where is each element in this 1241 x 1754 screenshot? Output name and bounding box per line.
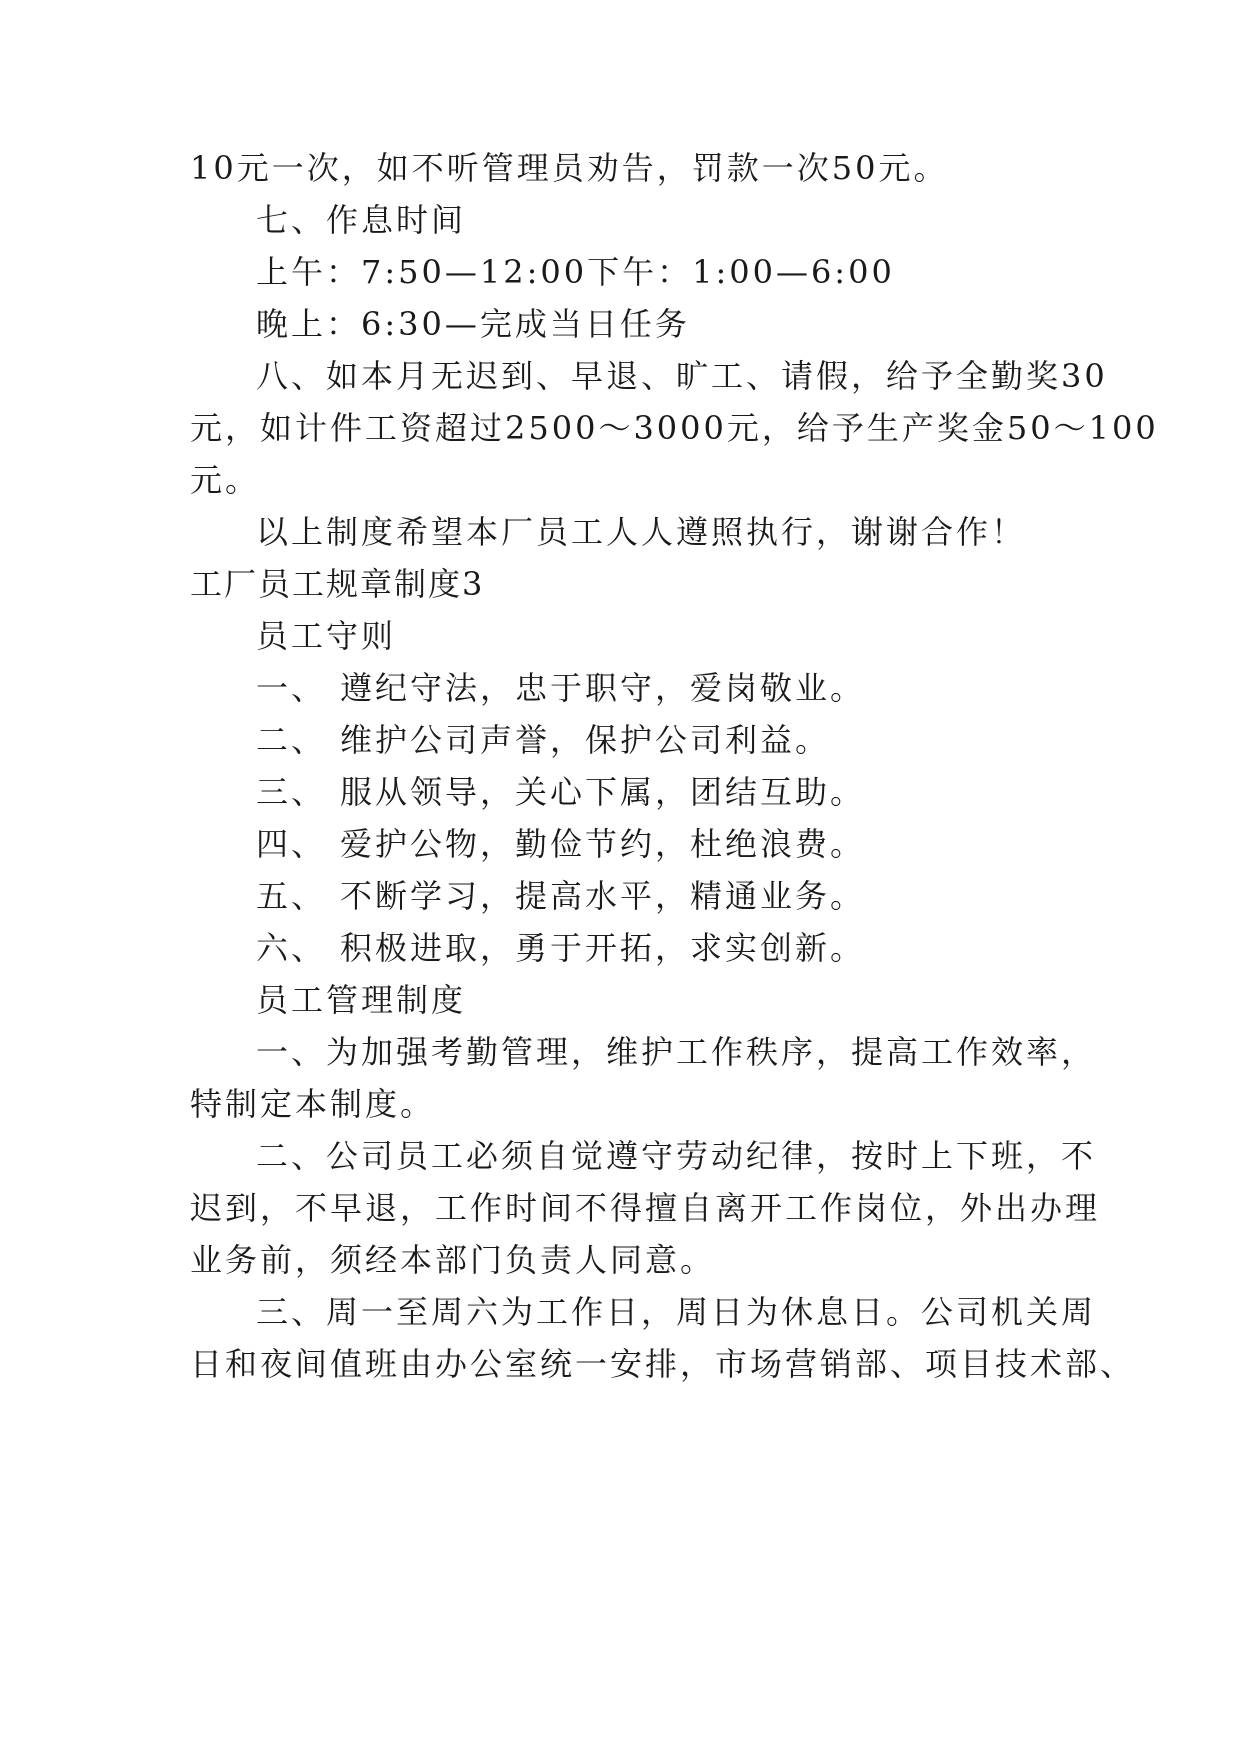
rule-number: 三、 — [256, 773, 327, 811]
section-heading: 员工守则 — [256, 617, 397, 655]
rule-number: 一、 — [256, 669, 327, 707]
rule-item — [256, 815, 1136, 873]
paragraph-line: 以上制度希望本厂员工人人遵照执行，谢谢合作！ — [256, 513, 1027, 551]
rule-item — [256, 659, 1136, 717]
paragraph-line: 业务前，须经本部门负责人同意。 — [190, 1241, 716, 1279]
section-heading: 员工管理制度 — [256, 981, 467, 1019]
rule-number: 六、 — [256, 929, 327, 967]
rule-number: 四、 — [256, 825, 327, 863]
paragraph-line: 三、周一至周六为工作日，周日为休息日。公司机关周 — [256, 1293, 1097, 1331]
rule-text: 爱护公物，勤俭节约，杜绝浪费。 — [340, 825, 866, 863]
paragraph-line: 日和夜间值班由办公室统一安排，市场营销部、项目技术部、 — [190, 1345, 1136, 1383]
rule-item — [256, 867, 1136, 925]
rule-number: 五、 — [256, 877, 327, 915]
paragraph-line: 10元一次，如不听管理员劝告，罚款一次50元。 — [190, 149, 949, 187]
paragraph-line: 迟到，不早退，工作时间不得擅自离开工作岗位，外出办理 — [190, 1189, 1101, 1227]
rule-item — [256, 763, 1136, 821]
paragraph-line: 上午：7:50—12:00下午：1:00—6:00 — [256, 253, 895, 291]
rule-text: 维护公司声誉，保护公司利益。 — [340, 721, 831, 759]
paragraph-line: 二、公司员工必须自觉遵守劳动纪律，按时上下班，不 — [256, 1137, 1097, 1175]
paragraph-line: 晚上：6:30—完成当日任务 — [256, 305, 690, 343]
rule-text: 积极进取，勇于开拓，求实创新。 — [340, 929, 866, 967]
rule-text: 遵纪守法，忠于职守，爱岗敬业。 — [340, 669, 866, 707]
rule-text: 不断学习，提高水平，精通业务。 — [340, 877, 866, 915]
paragraph-line: 一、为加强考勤管理，维护工作秩序，提高工作效率， — [256, 1033, 1097, 1071]
document-title: 工厂员工规章制度3 — [190, 565, 485, 603]
rule-text: 服从领导，关心下属，团结互助。 — [340, 773, 866, 811]
rule-number: 二、 — [256, 721, 327, 759]
paragraph-line: 八、如本月无迟到、早退、旷工、请假，给予全勤奖30 — [256, 357, 1108, 395]
paragraph-line: 元，如计件工资超过2500～3000元，给予生产奖金50～100 — [190, 409, 1159, 447]
paragraph-line: 元。 — [190, 461, 261, 499]
rule-item — [256, 711, 1136, 769]
paragraph-line: 特制定本制度。 — [190, 1085, 436, 1123]
rule-item — [256, 919, 1136, 977]
section-heading: 七、作息时间 — [256, 201, 467, 239]
